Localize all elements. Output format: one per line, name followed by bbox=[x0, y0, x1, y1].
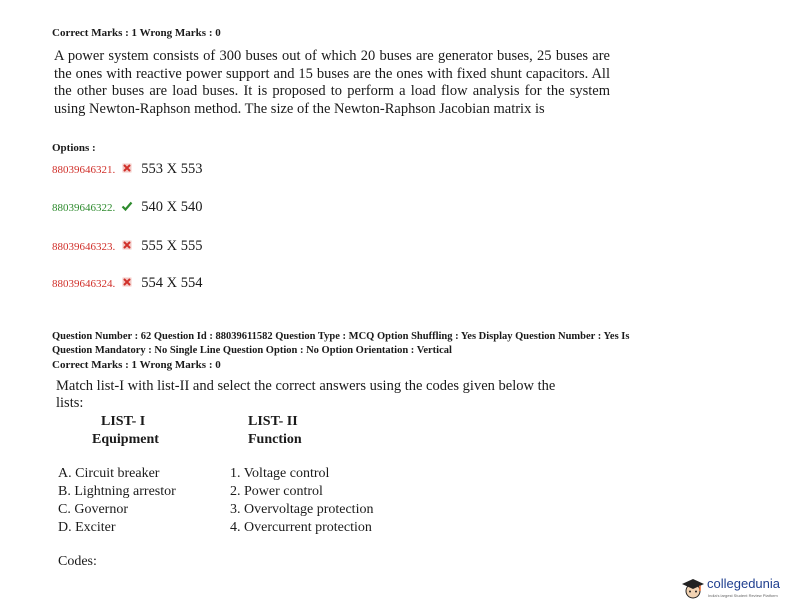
cross-icon bbox=[121, 162, 133, 174]
q61-marks: Correct Marks : 1 Wrong Marks : 0 bbox=[52, 27, 221, 39]
list2-item: 1. Voltage control bbox=[230, 466, 330, 481]
q61-option-1 bbox=[52, 160, 202, 178]
list1-item: B. Lightning arrestor bbox=[58, 484, 176, 499]
q61-question-text: A power system consists of 300 buses out of which 20 buses are generator buses, 25 buses are the ones with reactive power support and 15 buses are the ones with fixed shunt capacitors. All the other buses are load buses. It is proposed to perform a load flow analysis for the system using Newton-Raphson method. The size of the Newton-Raphson Jacobian matrix is bbox=[54, 48, 610, 117]
logo-brand: collegedunia bbox=[707, 576, 781, 591]
option-text: 553 X 553 bbox=[141, 161, 203, 177]
q62-text-line2: lists: bbox=[56, 395, 84, 411]
q62-header-line2: Question Mandatory : No Single Line Question Option : No Option Orientation : Vertical bbox=[52, 345, 452, 356]
list1-item: C. Governor bbox=[58, 502, 128, 517]
cross-icon bbox=[121, 276, 133, 288]
list2-item: 2. Power control bbox=[230, 484, 323, 499]
option-text: 540 X 540 bbox=[141, 199, 203, 215]
option-id: 88039646321. bbox=[52, 164, 116, 176]
list1-item: D. Exciter bbox=[58, 520, 116, 535]
check-icon bbox=[121, 200, 133, 212]
q61-option-4 bbox=[52, 274, 202, 292]
list2-subheading: Function bbox=[248, 432, 302, 447]
list2-item: 3. Overvoltage protection bbox=[230, 502, 374, 517]
list1-item: A. Circuit breaker bbox=[58, 466, 160, 481]
codes-label: Codes: bbox=[58, 554, 97, 569]
collegedunia-logo bbox=[681, 574, 785, 604]
option-id: 88039646323. bbox=[52, 241, 116, 253]
option-id: 88039646324. bbox=[52, 278, 116, 290]
q61-options-label: Options : bbox=[52, 142, 96, 154]
option-text: 554 X 554 bbox=[141, 275, 203, 291]
q62-marks: Correct Marks : 1 Wrong Marks : 0 bbox=[52, 359, 221, 371]
q62-text-line1: Match list-I with list-II and select the correct answers using the codes given below the bbox=[56, 378, 556, 394]
q61-option-2 bbox=[52, 198, 202, 216]
logo-tagline: India's largest Student Review Platform bbox=[708, 593, 778, 598]
list2-heading: LIST- II bbox=[248, 414, 298, 429]
graduation-cap-icon bbox=[681, 576, 705, 600]
list2-item: 4. Overcurrent protection bbox=[230, 520, 372, 535]
cross-icon bbox=[121, 239, 133, 251]
q61-option-3 bbox=[52, 237, 202, 255]
option-text: 555 X 555 bbox=[141, 238, 203, 254]
q62-header-line1: Question Number : 62 Question Id : 88039611582 Question Type : MCQ Option Shuffling : Yes Display Question Number : Yes Is bbox=[52, 331, 630, 342]
list1-heading: LIST- I bbox=[101, 414, 146, 429]
list1-subheading: Equipment bbox=[92, 432, 159, 447]
option-id: 88039646322. bbox=[52, 202, 116, 214]
